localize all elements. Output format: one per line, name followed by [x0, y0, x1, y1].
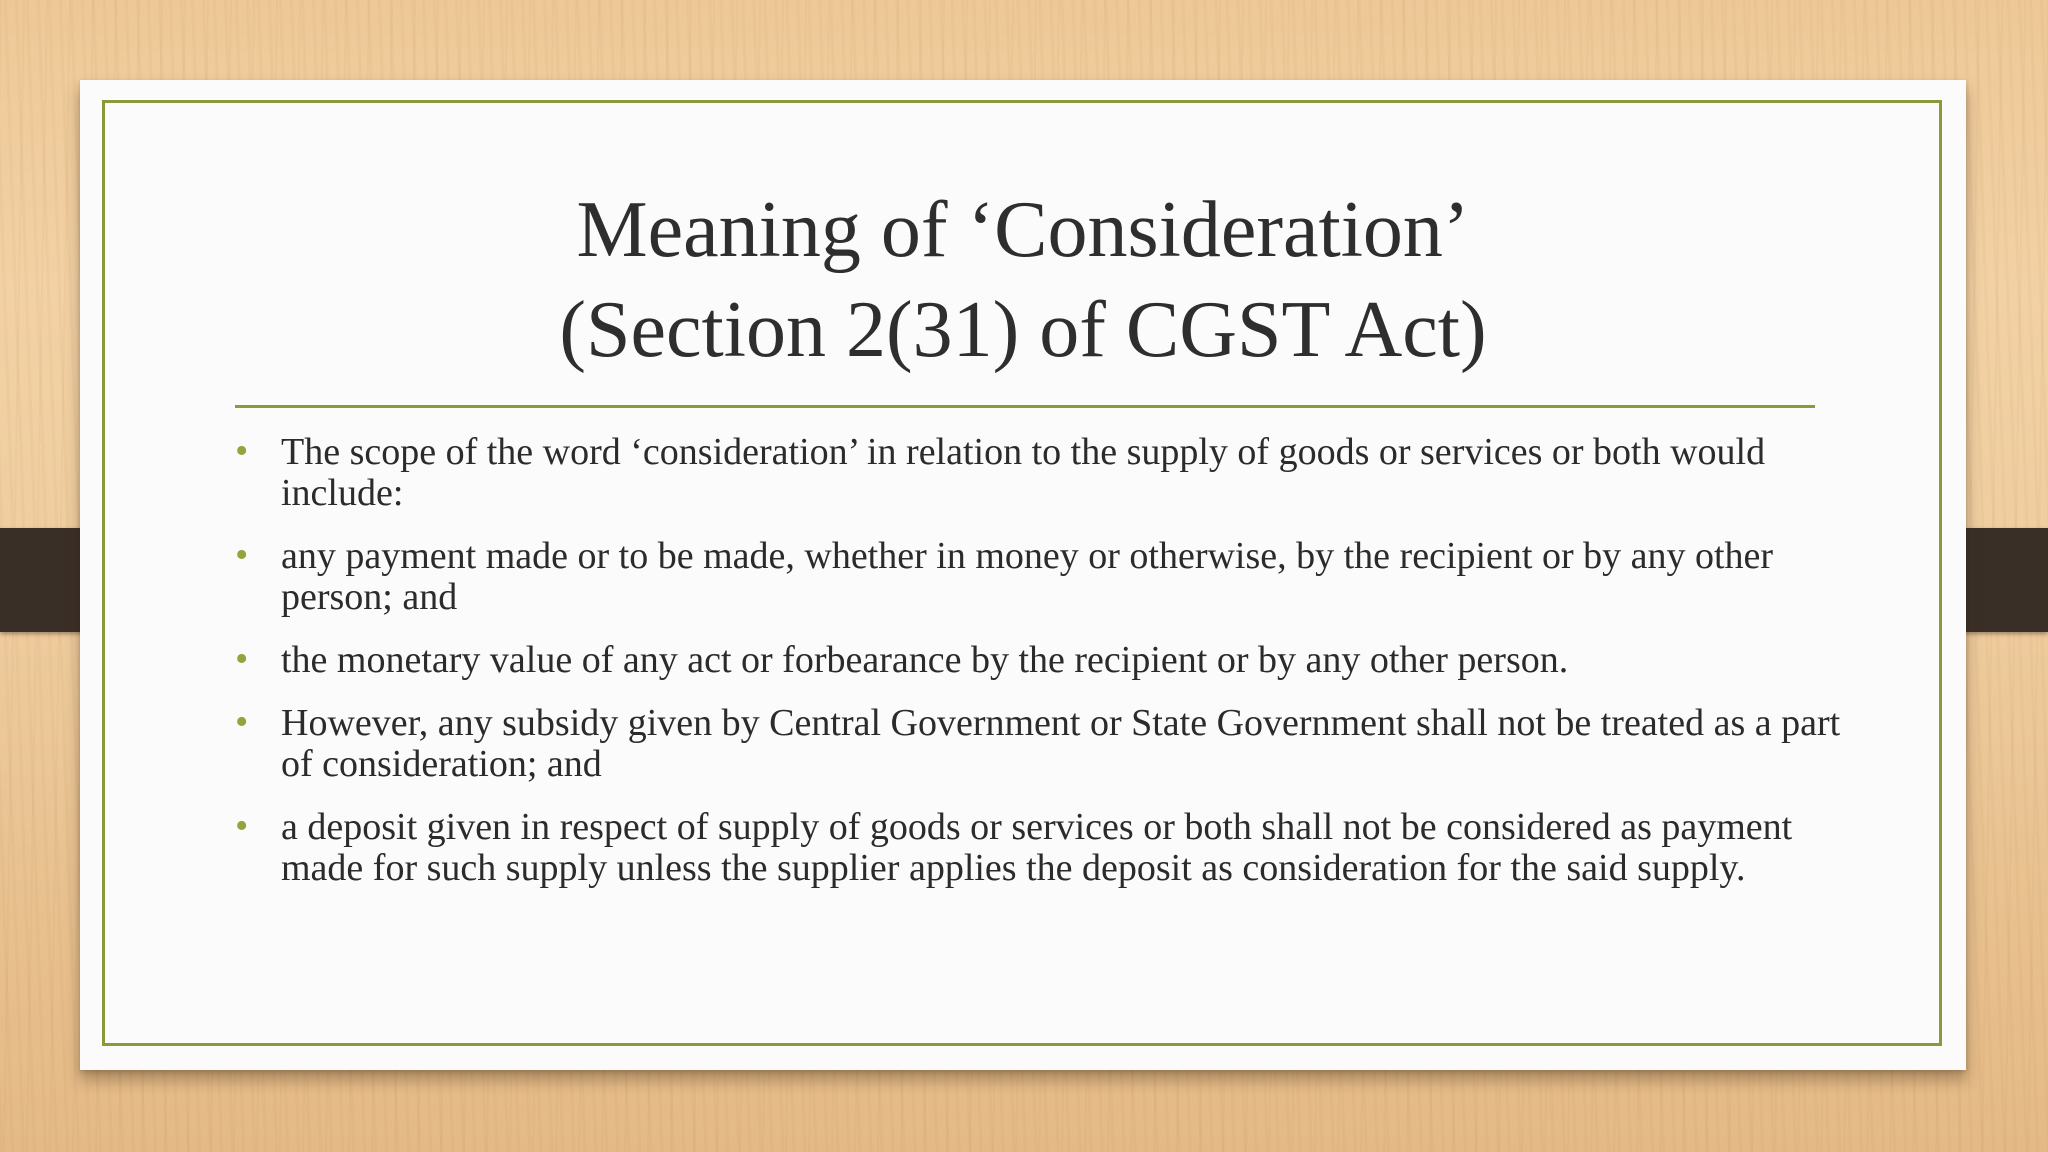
bullet-dot-icon: •: [235, 701, 249, 743]
bullet-text: The scope of the word ‘consideration’ in relation to the supply of goods or services or both would include:: [281, 431, 1766, 514]
bullet-item: [235, 432, 1875, 514]
bullet-dot-icon: •: [235, 805, 249, 847]
title-line-2: (Section 2(31) of CGST Act): [559, 286, 1487, 374]
bullet-text: However, any subsidy given by Central Government or State Government shall not be treated as a part of consideration; and: [281, 702, 1841, 785]
slide-paper: [80, 80, 1966, 1070]
bullet-item: [235, 807, 1875, 889]
bullet-dot-icon: •: [235, 430, 249, 472]
bullet-dot-icon: •: [235, 534, 249, 576]
bullet-item: [235, 703, 1875, 785]
bullet-dot-icon: •: [235, 638, 249, 680]
bullet-list: [235, 432, 1875, 911]
bullet-text: any payment made or to be made, whether in money or otherwise, by the recipient or by any other person; and: [281, 535, 1774, 618]
bullet-item: [235, 640, 1875, 681]
bullet-text: a deposit given in respect of supply of goods or services or both shall not be considered as payment made for such supply unless the supplier applies the deposit as consideration for the said supply.: [281, 806, 1793, 889]
title-divider: [235, 405, 1815, 408]
bullet-text: the monetary value of any act or forbearance by the recipient or by any other person.: [281, 639, 1569, 681]
slide-title: [80, 180, 1966, 380]
bullet-item: [235, 536, 1875, 618]
title-line-1: Meaning of ‘Consideration’: [576, 186, 1470, 274]
